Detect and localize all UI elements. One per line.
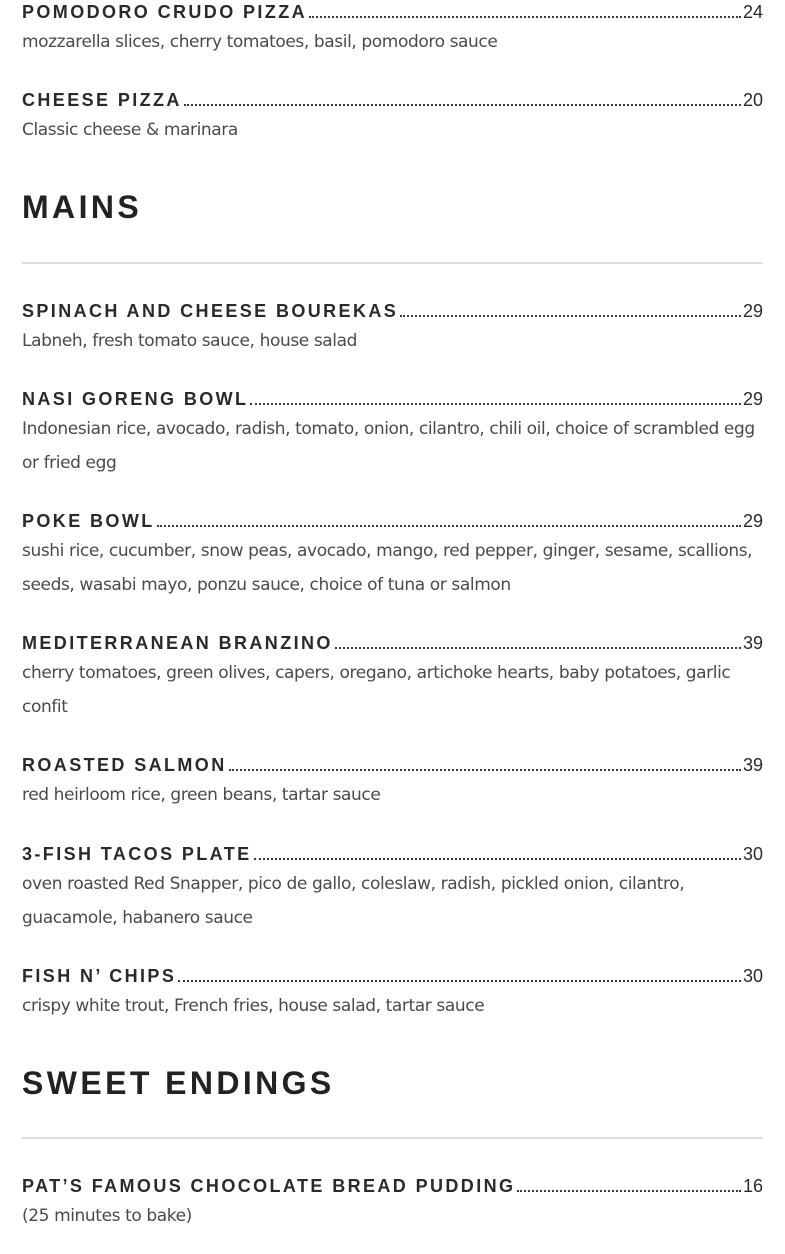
menu-item bbox=[22, 299, 763, 358]
item-description: oven roasted Red Snapper, pico de gallo, coleslaw, radish, pickled onion, cilantro, guacamole, habanero sauce bbox=[22, 874, 685, 928]
menu-item bbox=[22, 753, 763, 812]
item-name: SPINACH AND CHEESE BOUREKAS bbox=[22, 301, 399, 321]
item-price: 30 bbox=[742, 966, 763, 986]
item-name: POMODORO CRUDO PIZZA bbox=[22, 2, 307, 22]
item-price: 29 bbox=[742, 389, 763, 409]
item-description: Classic cheese & marinara bbox=[22, 120, 238, 140]
dot-leader bbox=[335, 647, 741, 649]
item-price: 30 bbox=[742, 844, 763, 864]
dot-leader bbox=[250, 403, 741, 405]
dot-leader bbox=[400, 315, 741, 317]
menu-item bbox=[22, 1174, 763, 1233]
menu-item bbox=[22, 842, 763, 935]
item-price: 16 bbox=[742, 1176, 763, 1196]
item-name: 3-FISH TACOS PLATE bbox=[22, 844, 252, 864]
section-divider bbox=[22, 1137, 763, 1139]
menu-item bbox=[22, 631, 763, 724]
dot-leader bbox=[157, 525, 741, 527]
item-name: NASI GORENG BOWL bbox=[22, 389, 249, 409]
section-title-sweet-endings: SWEET ENDINGS bbox=[22, 1065, 335, 1101]
item-price: 24 bbox=[742, 2, 763, 22]
item-description: crispy white trout, French fries, house salad, tartar sauce bbox=[22, 996, 485, 1016]
item-description: mozzarella slices, cherry tomatoes, basil, pomodoro sauce bbox=[22, 32, 498, 52]
dot-leader bbox=[178, 980, 741, 982]
item-description: cherry tomatoes, green olives, capers, oregano, artichoke hearts, baby potatoes, garlic confit bbox=[22, 663, 731, 717]
item-name: CHEESE PIZZA bbox=[22, 90, 182, 110]
item-name: POKE BOWL bbox=[22, 511, 155, 531]
item-description: (25 minutes to bake) bbox=[22, 1206, 192, 1226]
item-name: MEDITERRANEAN BRANZINO bbox=[22, 633, 333, 653]
item-price: 29 bbox=[742, 301, 763, 321]
item-price: 39 bbox=[742, 633, 763, 653]
menu-item bbox=[22, 509, 763, 602]
menu-item bbox=[22, 387, 763, 480]
item-name: ROASTED SALMON bbox=[22, 755, 227, 775]
dot-leader bbox=[309, 16, 741, 18]
item-description: red heirloom rice, green beans, tartar sauce bbox=[22, 785, 381, 805]
section-divider bbox=[22, 262, 763, 264]
dot-leader bbox=[184, 104, 741, 106]
menu-item bbox=[22, 964, 763, 1023]
item-description: Labneh, fresh tomato sauce, house salad bbox=[22, 331, 358, 351]
menu-item bbox=[22, 0, 763, 59]
item-price: 29 bbox=[742, 511, 763, 531]
section-title-mains: MAINS bbox=[22, 189, 143, 225]
item-description: sushi rice, cucumber, snow peas, avocado, mango, red pepper, ginger, sesame, scallions, seeds, wasabi mayo, ponzu sauce, choice of tuna or salmon bbox=[22, 541, 753, 595]
item-description: Indonesian rice, avocado, radish, tomato, onion, cilantro, chili oil, choice of scrambled egg or fried egg bbox=[22, 419, 755, 473]
item-price: 39 bbox=[742, 755, 763, 775]
dot-leader bbox=[254, 858, 741, 860]
dot-leader bbox=[517, 1190, 741, 1192]
item-price: 20 bbox=[742, 90, 763, 110]
item-name: FISH N’ CHIPS bbox=[22, 966, 177, 986]
menu-item bbox=[22, 88, 763, 147]
item-name: PAT’S FAMOUS CHOCOLATE BREAD PUDDING bbox=[22, 1176, 516, 1196]
dot-leader bbox=[229, 769, 741, 771]
